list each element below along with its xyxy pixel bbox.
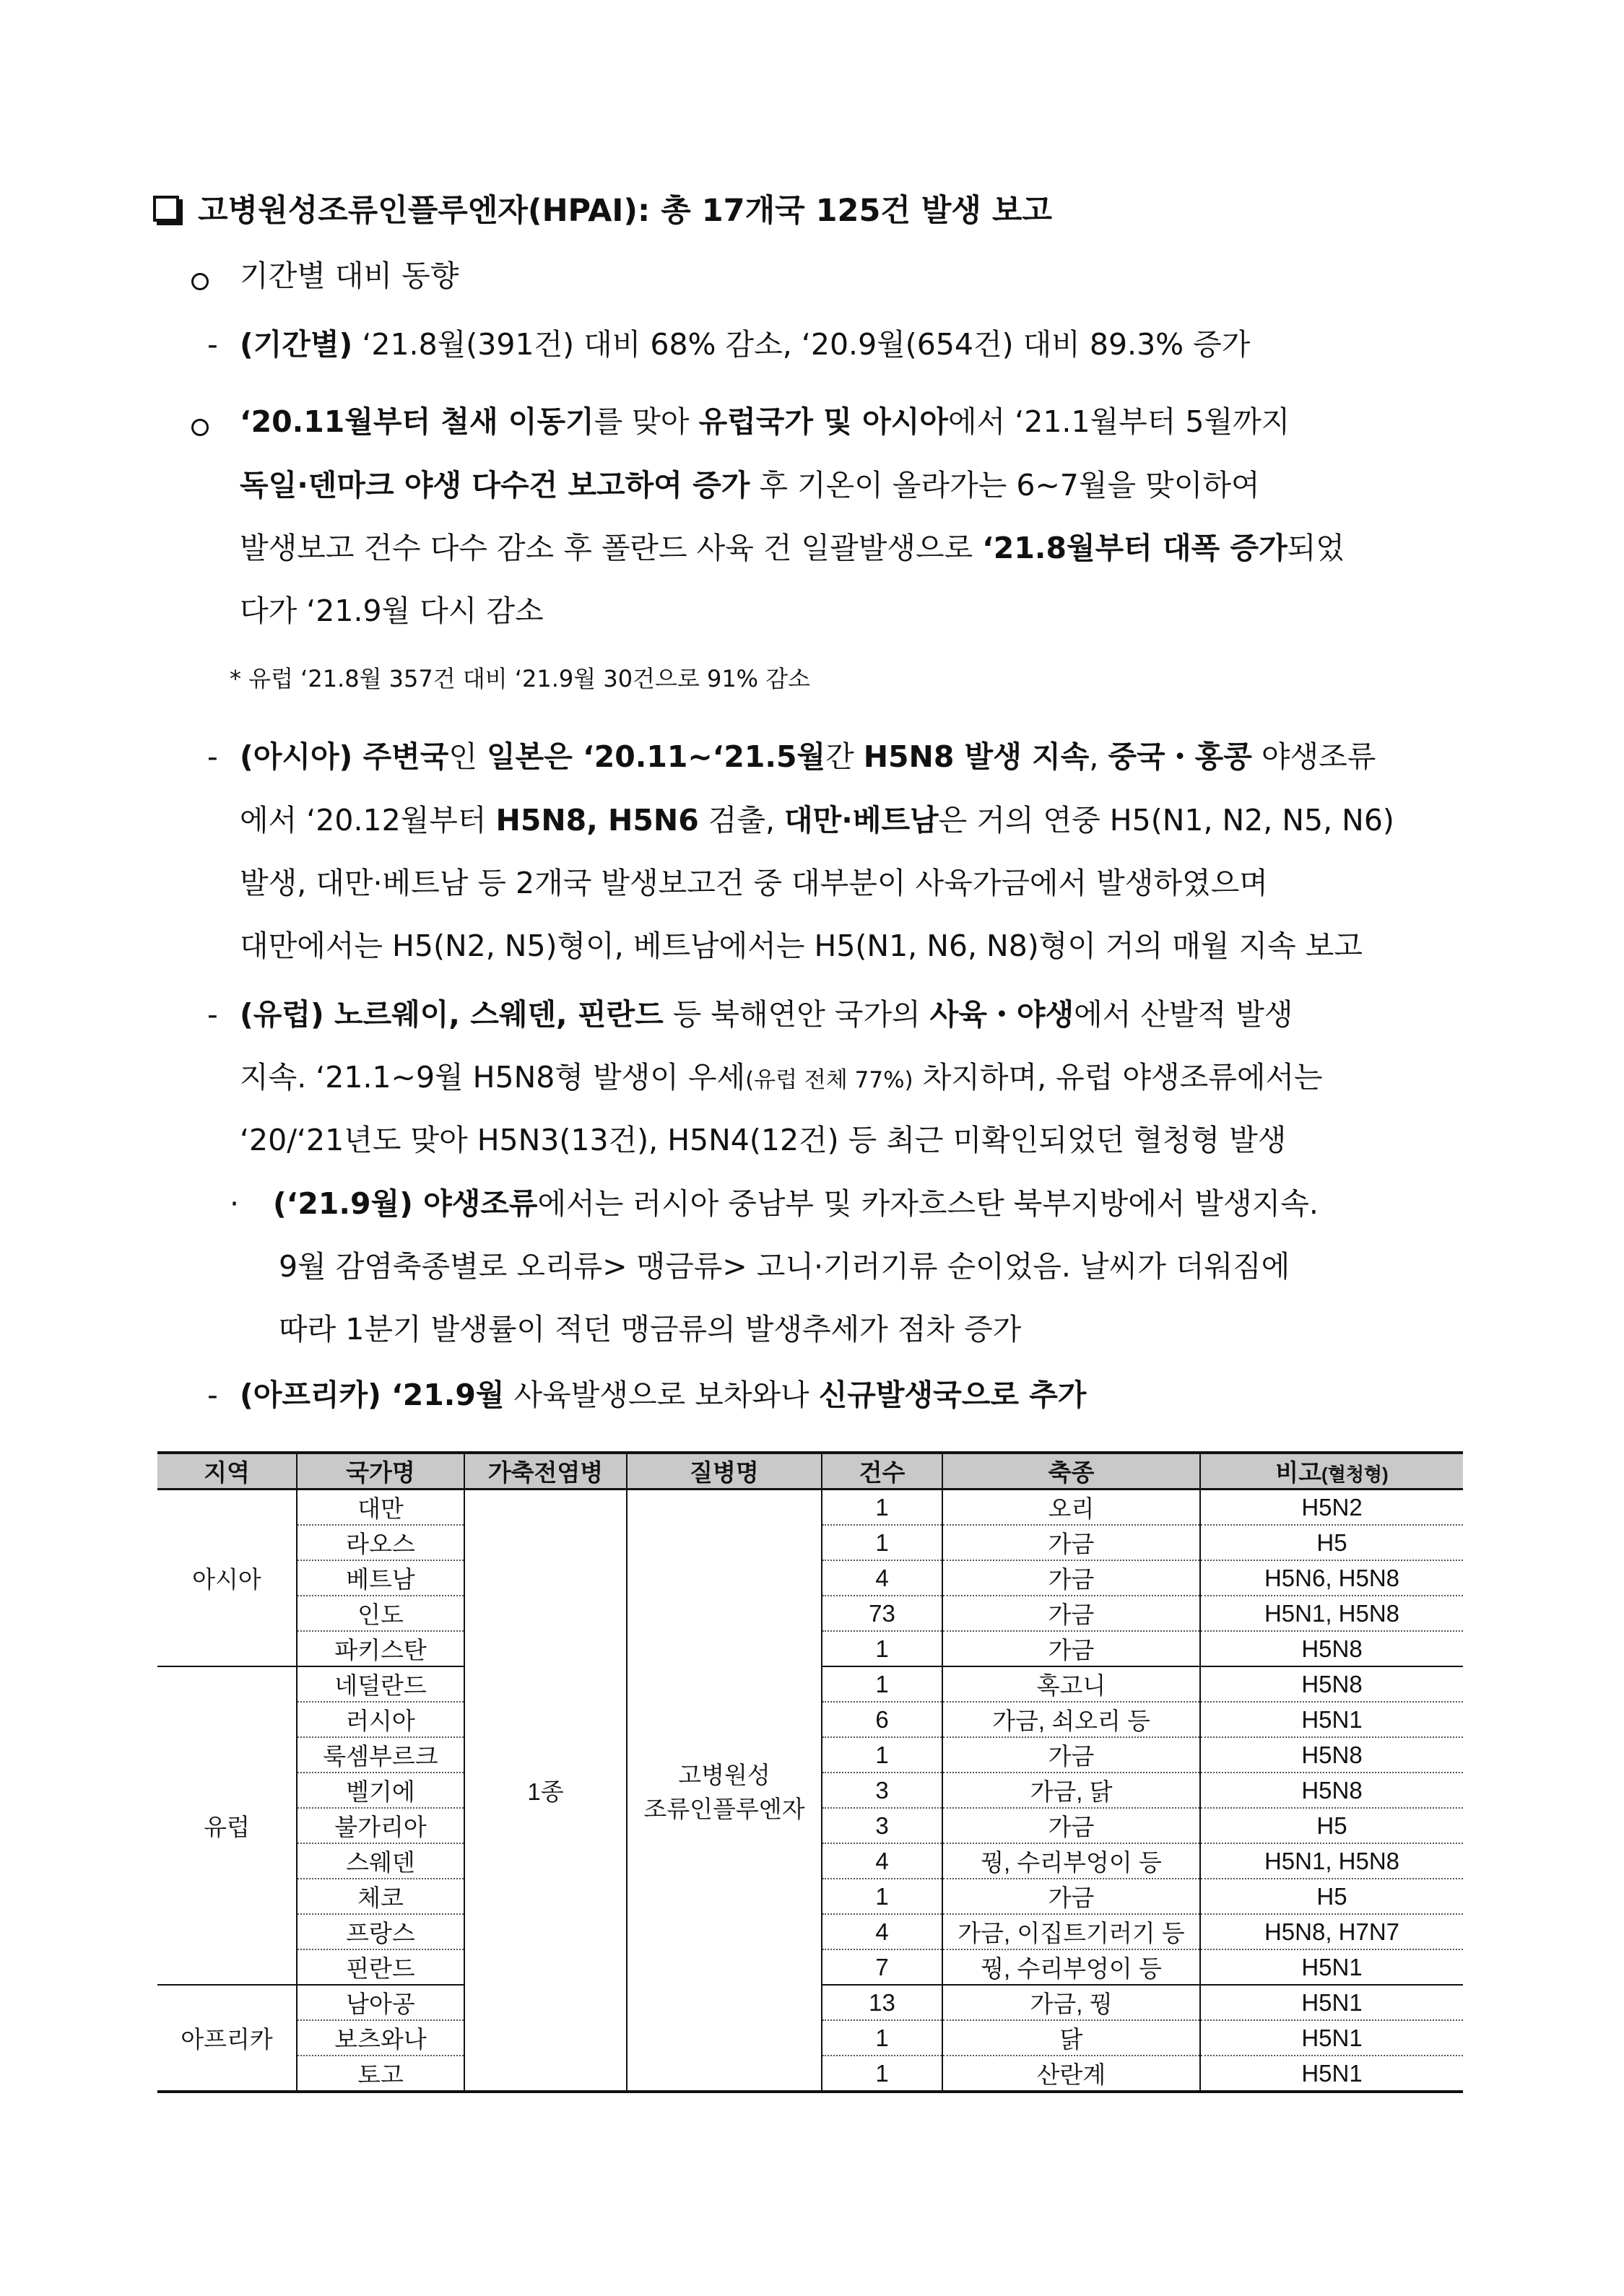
- hpai-outbreak-table: [157, 1451, 1463, 2093]
- table-row: [157, 1490, 1463, 1526]
- count-cell: 1: [822, 2020, 942, 2056]
- serotype-cell: H5N8, H7N7: [1200, 1914, 1463, 1949]
- dash-bullet: -: [207, 739, 218, 774]
- serotype-cell: H5N8: [1200, 1737, 1463, 1773]
- count-cell: 4: [822, 1843, 942, 1879]
- count-cell: 1: [822, 1666, 942, 1702]
- serotype-cell: H5N1: [1200, 1949, 1463, 1985]
- serotype-cell: H5N8: [1200, 1773, 1463, 1808]
- asia-line-3: 발생, 대만·베트남 등 2개국 발생보고건 중 대부분이 사육가금에서 발생하였으며: [240, 866, 1268, 900]
- country-cell: 대만: [297, 1490, 464, 1526]
- migration-line-2: 독일·덴마크 야생 다수건 보고하여 증가 후 기온이 올라가는 6~7월을 맞이하여: [240, 468, 1260, 503]
- serotype-cell: H5N8: [1200, 1666, 1463, 1702]
- serotype-cell: H5N1, H5N8: [1200, 1596, 1463, 1631]
- country-cell: 룩셈부르크: [297, 1737, 464, 1773]
- region-cell: 유럽: [157, 1666, 297, 1985]
- species-cell: 꿩, 수리부엉이 등: [942, 1949, 1200, 1985]
- serotype-cell: H5N1: [1200, 1702, 1463, 1737]
- asia-line-4: 대만에서는 H5(N2, N5)형이, 베트남에서는 H5(N1, N6, N8)형이 거의 매월 지속 보고: [240, 929, 1363, 963]
- circle-bullet-icon: [191, 266, 209, 295]
- migration-line-3: 발생보고 건수 다수 감소 후 폴란드 사육 건 일괄발생으로 ‘21.8월부터 대폭 증가되었: [240, 531, 1345, 565]
- category-cell: 1종: [464, 1490, 627, 2092]
- migration-line-1: ‘20.11월부터 철새 이동기를 맞아 유럽국가 및 아시아에서 ‘21.1월부터 5월까지: [240, 404, 1290, 439]
- country-cell: 라오스: [297, 1525, 464, 1560]
- europe-line-3: ‘20/‘21년도 맞아 H5N3(13건), H5N4(12건) 등 최근 미확인되었던 혈청형 발생: [240, 1123, 1287, 1157]
- species-cell: 가금, 쇠오리 등: [942, 1702, 1200, 1737]
- header-country: 국가명: [297, 1453, 464, 1490]
- species-cell: 닭: [942, 2020, 1200, 2056]
- country-cell: 프랑스: [297, 1914, 464, 1949]
- country-cell: 토고: [297, 2056, 464, 2092]
- europe-line-2: 지속. ‘21.1~9월 H5N8형 발생이 우세(유럽 전체 77%) 차지하며, 유럽 야생조류에서는: [240, 1060, 1323, 1095]
- serotype-cell: H5: [1200, 1808, 1463, 1843]
- count-cell: 1: [822, 2056, 942, 2092]
- dot-bullet: ·: [230, 1186, 240, 1221]
- species-cell: 가금, 이집트기러기 등: [942, 1914, 1200, 1949]
- region-cell: 아시아: [157, 1490, 297, 1667]
- heading-title: 고병원성조류인플루엔자(HPAI): 총 17개국 125건 발생 보고: [198, 193, 1053, 229]
- species-cell: 가금: [942, 1525, 1200, 1560]
- species-cell: 가금: [942, 1596, 1200, 1631]
- serotype-cell: H5N2: [1200, 1490, 1463, 1526]
- species-cell: 가금: [942, 1737, 1200, 1773]
- serotype-cell: H5: [1200, 1525, 1463, 1560]
- count-cell: 1: [822, 1631, 942, 1666]
- header-region: 지역: [157, 1453, 297, 1490]
- species-cell: 가금: [942, 1879, 1200, 1914]
- serotype-cell: H5N1: [1200, 1985, 1463, 2020]
- country-cell: 핀란드: [297, 1949, 464, 1985]
- country-cell: 남아공: [297, 1985, 464, 2020]
- checkbox-icon: [153, 196, 179, 222]
- count-cell: 1: [822, 1490, 942, 1526]
- species-cell: 가금, 닭: [942, 1773, 1200, 1808]
- header-count: 건수: [822, 1453, 942, 1490]
- country-cell: 불가리아: [297, 1808, 464, 1843]
- asia-line-1: (아시아) 주변국인 일본은 ‘20.11~‘21.5월간 H5N8 발생 지속, 중국・홍콩 야생조류: [240, 739, 1376, 774]
- count-cell: 1: [822, 1525, 942, 1560]
- count-cell: 3: [822, 1773, 942, 1808]
- disease-cell: 고병원성 조류인플루엔자: [627, 1490, 822, 2092]
- country-cell: 베트남: [297, 1560, 464, 1596]
- header-category: 가축전염병: [464, 1453, 627, 1490]
- migration-line-4: 다가 ‘21.9월 다시 감소: [240, 593, 544, 628]
- count-cell: 3: [822, 1808, 942, 1843]
- species-cell: 혹고니: [942, 1666, 1200, 1702]
- header-note: 비고(혈청형): [1200, 1453, 1463, 1490]
- table-header-row: [157, 1453, 1463, 1490]
- country-cell: 러시아: [297, 1702, 464, 1737]
- species-cell: 가금: [942, 1560, 1200, 1596]
- region-cell: 아프리카: [157, 1985, 297, 2092]
- serotype-cell: H5N8: [1200, 1631, 1463, 1666]
- europe-note: * 유럽 ‘21.8월 357건 대비 ‘21.9월 30건으로 91% 감소: [230, 665, 811, 692]
- wildbird-line-3: 따라 1분기 발생률이 적던 맹금류의 발생추세가 점차 증가: [279, 1312, 1022, 1347]
- country-cell: 네덜란드: [297, 1666, 464, 1702]
- country-cell: 인도: [297, 1596, 464, 1631]
- dash-bullet: -: [207, 997, 218, 1032]
- serotype-cell: H5N6, H5N8: [1200, 1560, 1463, 1596]
- species-cell: 가금, 꿩: [942, 1985, 1200, 2020]
- wildbird-line-2: 9월 감염축종별로 오리류> 맹금류> 고니·기러기류 순이었음. 날씨가 더워짐에: [279, 1249, 1290, 1284]
- count-cell: 4: [822, 1560, 942, 1596]
- asia-line-2: 에서 ‘20.12월부터 H5N8, H5N6 검출, 대만·베트남은 거의 연중 H5(N1, N2, N5, N6): [240, 803, 1394, 838]
- species-cell: 꿩, 수리부엉이 등: [942, 1843, 1200, 1879]
- serotype-cell: H5N1, H5N8: [1200, 1843, 1463, 1879]
- count-cell: 7: [822, 1949, 942, 1985]
- europe-line-1: (유럽) 노르웨이, 스웨덴, 핀란드 등 북해연안 국가의 사육・야생에서 산발적 발생: [240, 997, 1293, 1032]
- serotype-cell: H5N1: [1200, 2020, 1463, 2056]
- count-cell: 13: [822, 1985, 942, 2020]
- species-cell: 오리: [942, 1490, 1200, 1526]
- africa-line: (아프리카) ‘21.9월 사육발생으로 보차와나 신규발생국으로 추가: [240, 1378, 1087, 1412]
- count-cell: 4: [822, 1914, 942, 1949]
- section1-title: 기간별 대비 동향: [240, 258, 459, 293]
- species-cell: 가금: [942, 1808, 1200, 1843]
- dash-bullet: -: [207, 327, 218, 362]
- country-cell: 파키스탄: [297, 1631, 464, 1666]
- count-cell: 1: [822, 1879, 942, 1914]
- dash-bullet: -: [207, 1378, 218, 1412]
- circle-bullet-icon: [191, 412, 209, 441]
- country-cell: 보츠와나: [297, 2020, 464, 2056]
- period-comparison: (기간별) ‘21.8월(391건) 대비 68% 감소, ‘20.9월(654건) 대비 89.3% 증가: [240, 327, 1251, 362]
- count-cell: 73: [822, 1596, 942, 1631]
- count-cell: 6: [822, 1702, 942, 1737]
- serotype-cell: H5: [1200, 1879, 1463, 1914]
- serotype-cell: H5N1: [1200, 2056, 1463, 2092]
- country-cell: 체코: [297, 1879, 464, 1914]
- header-disease: 질병명: [627, 1453, 822, 1490]
- count-cell: 1: [822, 1737, 942, 1773]
- country-cell: 스웨덴: [297, 1843, 464, 1879]
- species-cell: 가금: [942, 1631, 1200, 1666]
- species-cell: 산란계: [942, 2056, 1200, 2092]
- header-species: 축종: [942, 1453, 1200, 1490]
- section-heading: [153, 186, 1052, 230]
- country-cell: 벨기에: [297, 1773, 464, 1808]
- wildbird-line-1: (‘21.9월) 야생조류에서는 러시아 중남부 및 카자흐스탄 북부지방에서 발생지속.: [273, 1186, 1319, 1221]
